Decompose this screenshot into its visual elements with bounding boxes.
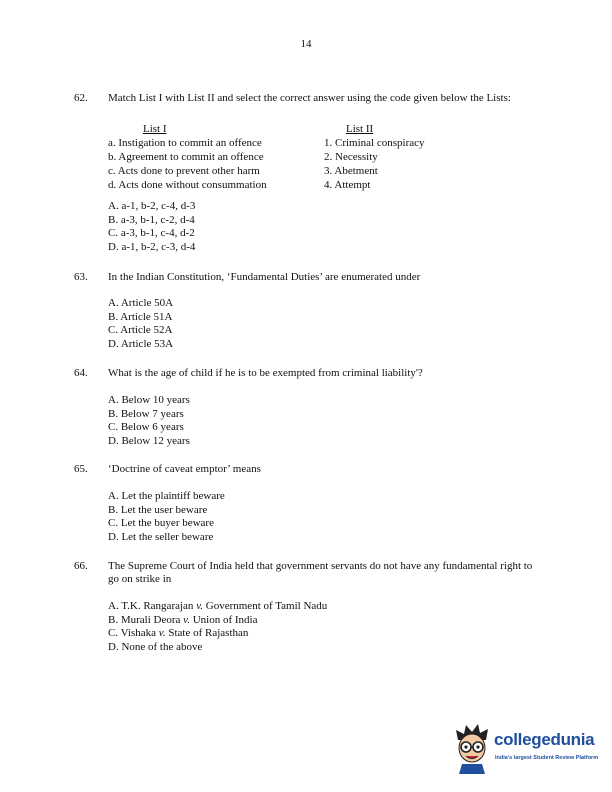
question-62	[74, 92, 544, 262]
option-a: A. a-1, b-2, c-4, d-3	[108, 200, 196, 212]
answer-options	[108, 297, 173, 351]
option-d: D. Let the seller beware	[108, 530, 214, 543]
option-b: B. Article 51A	[108, 310, 173, 323]
option-c: C. Article 52A	[108, 324, 173, 336]
option-d: D. Below 12 years	[108, 434, 190, 447]
page-number: 14	[300, 38, 312, 50]
list-2-item: 1. Criminal conspiracy	[324, 137, 425, 149]
list-2-header: List II	[346, 123, 374, 135]
list-2	[324, 122, 494, 192]
list-2-item: 4. Attempt	[324, 179, 371, 191]
option-c: C. Below 6 years	[108, 421, 184, 433]
option-a: A. T.K. Rangarajan v. Government of Tamil Nadu	[108, 600, 328, 612]
question-text: ‘Doctrine of caveat emptor’ means	[108, 463, 261, 475]
question-66	[74, 560, 544, 660]
option-c: C. a-3, b-1, c-4, d-2	[108, 227, 195, 239]
option-b: B. Below 7 years	[108, 407, 184, 420]
mascot-icon	[452, 722, 492, 774]
answer-options	[108, 394, 190, 448]
answer-options	[108, 200, 195, 254]
question-number: 64.	[74, 367, 88, 379]
option-b: B. Murali Deora v. Union of India	[108, 613, 258, 626]
logo-tagline: India's largest Student Review Platform	[495, 755, 599, 761]
question-number: 62.	[74, 92, 88, 104]
question-text: Match List I with List II and select the correct answer using the code given below the Lists:	[108, 92, 511, 104]
question-number: 66.	[74, 560, 88, 572]
list-1-item: c. Acts done to prevent other harm	[108, 165, 260, 177]
list-2-item: 3. Abetment	[324, 165, 378, 177]
option-c: C. Let the buyer beware	[108, 517, 214, 529]
option-d: D. Article 53A	[108, 337, 174, 350]
question-text: In the Indian Constitution, ‘Fundamental Duties’ are enumerated under	[108, 271, 421, 283]
answer-options	[108, 490, 225, 544]
list-1-header: List I	[143, 123, 167, 135]
list-1	[108, 122, 328, 192]
option-b: B. Let the user beware	[108, 503, 208, 516]
list-1-item: a. Instigation to commit an offence	[108, 137, 262, 149]
collegedunia-logo	[452, 722, 602, 778]
answer-options	[108, 600, 327, 654]
question-number: 63.	[74, 271, 88, 283]
list-1-item: b. Agreement to commit an offence	[108, 151, 264, 163]
question-number: 65.	[74, 463, 88, 475]
option-a: A. Let the plaintiff beware	[108, 490, 225, 502]
list-1-item: d. Acts done without consummation	[108, 179, 267, 191]
question-65	[74, 463, 544, 543]
question-64	[74, 367, 544, 447]
logo-name: collegedunia	[494, 730, 595, 749]
option-a: A. Below 10 years	[108, 394, 190, 406]
option-a: A. Article 50A	[108, 297, 174, 309]
option-d: D. None of the above	[108, 640, 203, 653]
question-text: The Supreme Court of India held that government servants do not have any fundamental right to go on strike in	[108, 560, 533, 585]
option-c: C. Vishaka v. State of Rajasthan	[108, 627, 249, 639]
option-d: D. a-1, b-2, c-3, d-4	[108, 240, 196, 253]
question-text: What is the age of child if he is to be exempted from criminal liability'?	[108, 367, 423, 379]
option-b: B. a-3, b-1, c-2, d-4	[108, 213, 195, 226]
question-63	[74, 271, 544, 351]
list-2-item: 2. Necessity	[324, 151, 378, 163]
